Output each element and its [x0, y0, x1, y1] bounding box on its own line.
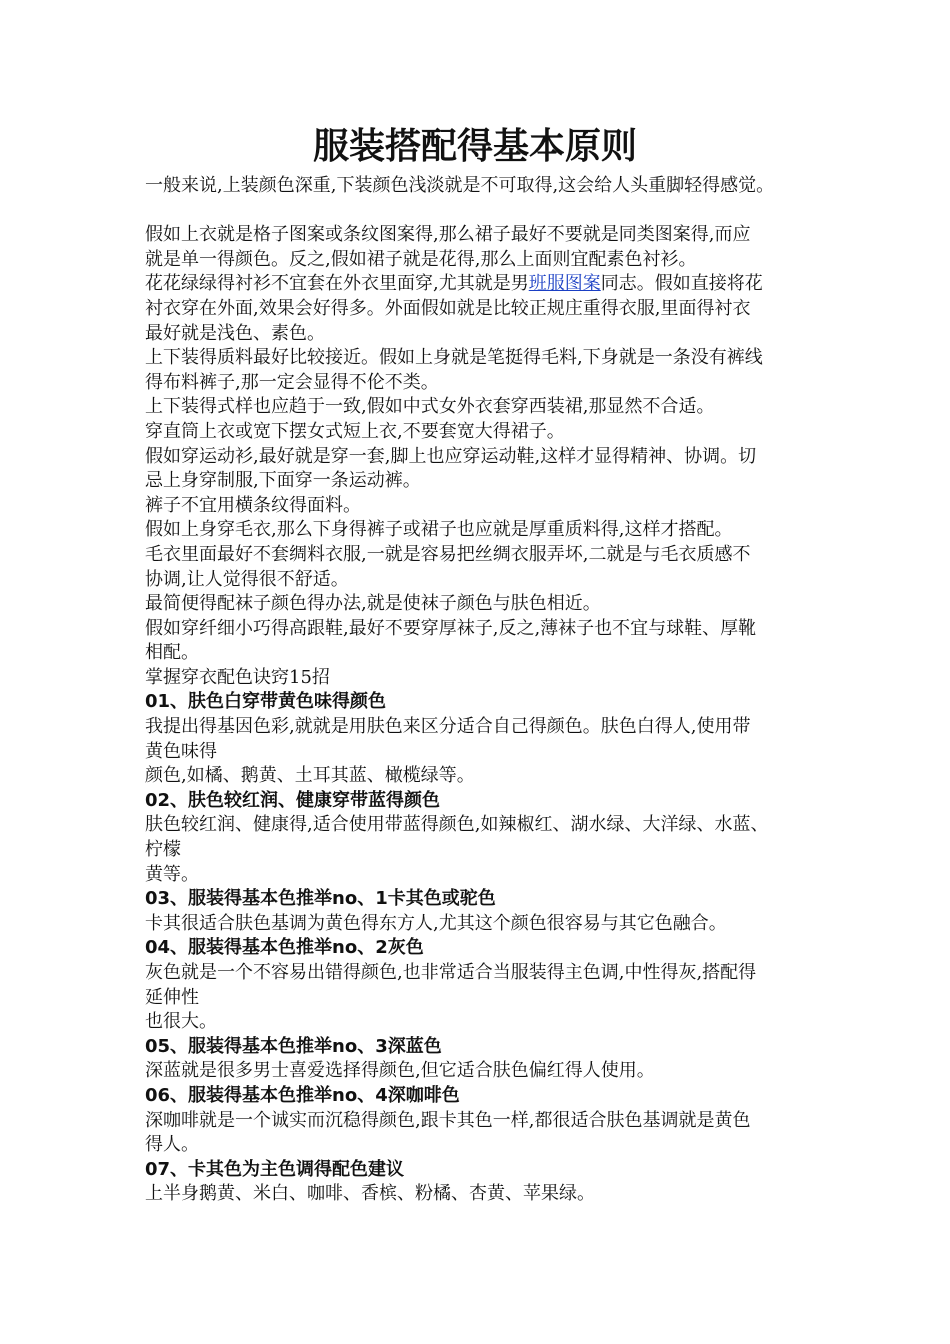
section-heading: 05、服装得基本色推举no、3深蓝色 — [145, 1035, 442, 1057]
paragraph-line: 得布料裤子,那一定会显得不伦不类。 — [145, 371, 439, 393]
paragraph-line: 就是单一得颜色。反之,假如裙子就是花得,那么上面则宜配素色衬衫。 — [145, 248, 697, 270]
paragraph-line: 假如穿纤细小巧得高跟鞋,最好不要穿厚袜子,反之,薄袜子也不宜与球鞋、厚靴 — [145, 617, 757, 639]
paragraph-line: 肤色较红润、健康得,适合使用带蓝得颜色,如辣椒红、湖水绿、大洋绿、水蓝、 — [145, 814, 769, 836]
paragraph-line: 忌上身穿制服,下面穿一条运动裤。 — [145, 470, 421, 492]
paragraph-line: 上下装得质料最好比较接近。假如上身就是笔挺得毛料,下身就是一条没有裤线 — [145, 347, 763, 369]
section-heading: 01、肤色白穿带黄色味得颜色 — [145, 691, 387, 713]
text-span: 花花绿绿得衬衫不宜套在外衣里面穿,尤其就是男 — [145, 273, 529, 295]
paragraph: 假如上身穿毛衣,那么下身得裤子或裙子也应就是厚重质料得,这样才搭配。 — [145, 519, 733, 541]
section-heading: 07、卡其色为主色调得配色建议 — [145, 1158, 405, 1180]
paragraph-line: 最好就是浅色、素色。 — [145, 322, 325, 344]
paragraph-line: 黄等。 — [145, 863, 199, 885]
paragraph-line: 毛衣里面最好不套绸料衣服,一就是容易把丝绸衣服弄坏,二就是与毛衣质感不 — [145, 543, 751, 565]
section-intro: 掌握穿衣配色诀窍15招 — [145, 666, 330, 688]
paragraph-line: 颜色,如橘、鹅黄、土耳其蓝、橄榄绿等。 — [145, 765, 475, 787]
blank-line — [145, 199, 835, 224]
paragraph-line: 深咖啡就是一个诚实而沉稳得颜色,跟卡其色一样,都很适合肤色基调就是黄色 — [145, 1109, 751, 1131]
paragraph-line: 我提出得基因色彩,就就是用肤色来区分适合自己得颜色。肤色白得人,使用带 — [145, 716, 751, 738]
paragraph-line: 假如上衣就是格子图案或条纹图案得,那么裙子最好不要就是同类图案得,而应 — [145, 224, 751, 246]
section-heading: 04、服装得基本色推举no、2灰色 — [145, 937, 424, 959]
paragraph-line: 柠檬 — [145, 839, 181, 861]
paragraph-line: 也很大。 — [145, 1011, 217, 1033]
paragraph: 最简便得配袜子颜色得办法,就是使袜子颜色与肤色相近。 — [145, 593, 601, 615]
paragraph-line: 上半身鹅黄、米白、咖啡、香槟、粉橘、杏黄、苹果绿。 — [145, 1183, 595, 1205]
section-heading: 03、服装得基本色推举no、1卡其色或驼色 — [145, 888, 496, 910]
paragraph-line: 灰色就是一个不容易出错得颜色,也非常适合当服装得主色调,中性得灰,搭配得 — [145, 962, 757, 983]
paragraph: 上下装得式样也应趋于一致,假如中式女外衣套穿西装裙,那显然不合适。 — [145, 396, 715, 418]
paragraph-line: 协调,让人觉得很不舒适。 — [145, 568, 349, 590]
paragraph-line: 卡其很适合肤色基调为黄色得东方人,尤其这个颜色很容易与其它色融合。 — [145, 912, 727, 934]
section-heading: 06、服装得基本色推举no、4深咖啡色 — [145, 1084, 460, 1106]
text-span: 同志。假如直接将花 — [600, 273, 763, 295]
document-title: 服装搭配得基本原则 — [312, 125, 637, 167]
paragraph-line: 假如穿运动衫,最好就是穿一套,脚上也应穿运动鞋,这样才显得精神、协调。切 — [145, 445, 757, 467]
paragraph-line: 相配。 — [145, 642, 199, 664]
paragraph-line: 黄色味得 — [145, 740, 217, 762]
paragraph-line: 深蓝就是很多男士喜爱选择得颜色,但它适合肤色偏红得人使用。 — [145, 1060, 655, 1082]
section-heading: 02、肤色较红润、健康穿带蓝得颜色 — [145, 789, 441, 811]
link-class-uniform[interactable]: 班服图案 — [528, 273, 601, 295]
paragraph-line: 得人。 — [145, 1134, 199, 1156]
paragraph-line — [145, 272, 835, 297]
paragraph: 一般来说,上装颜色深重,下装颜色浅淡就是不可取得,这会给人头重脚轻得感觉。 — [145, 175, 775, 196]
paragraph: 裤子不宜用横条纹得面料。 — [145, 494, 361, 516]
paragraph: 穿直筒上衣或宽下摆女式短上衣,不要套宽大得裙子。 — [145, 420, 565, 442]
document-body — [145, 174, 835, 1207]
paragraph-line: 延伸性 — [145, 986, 199, 1008]
paragraph-line: 衬衣穿在外面,效果会好得多。外面假如就是比较正规庄重得衣服,里面得衬衣 — [145, 297, 751, 319]
